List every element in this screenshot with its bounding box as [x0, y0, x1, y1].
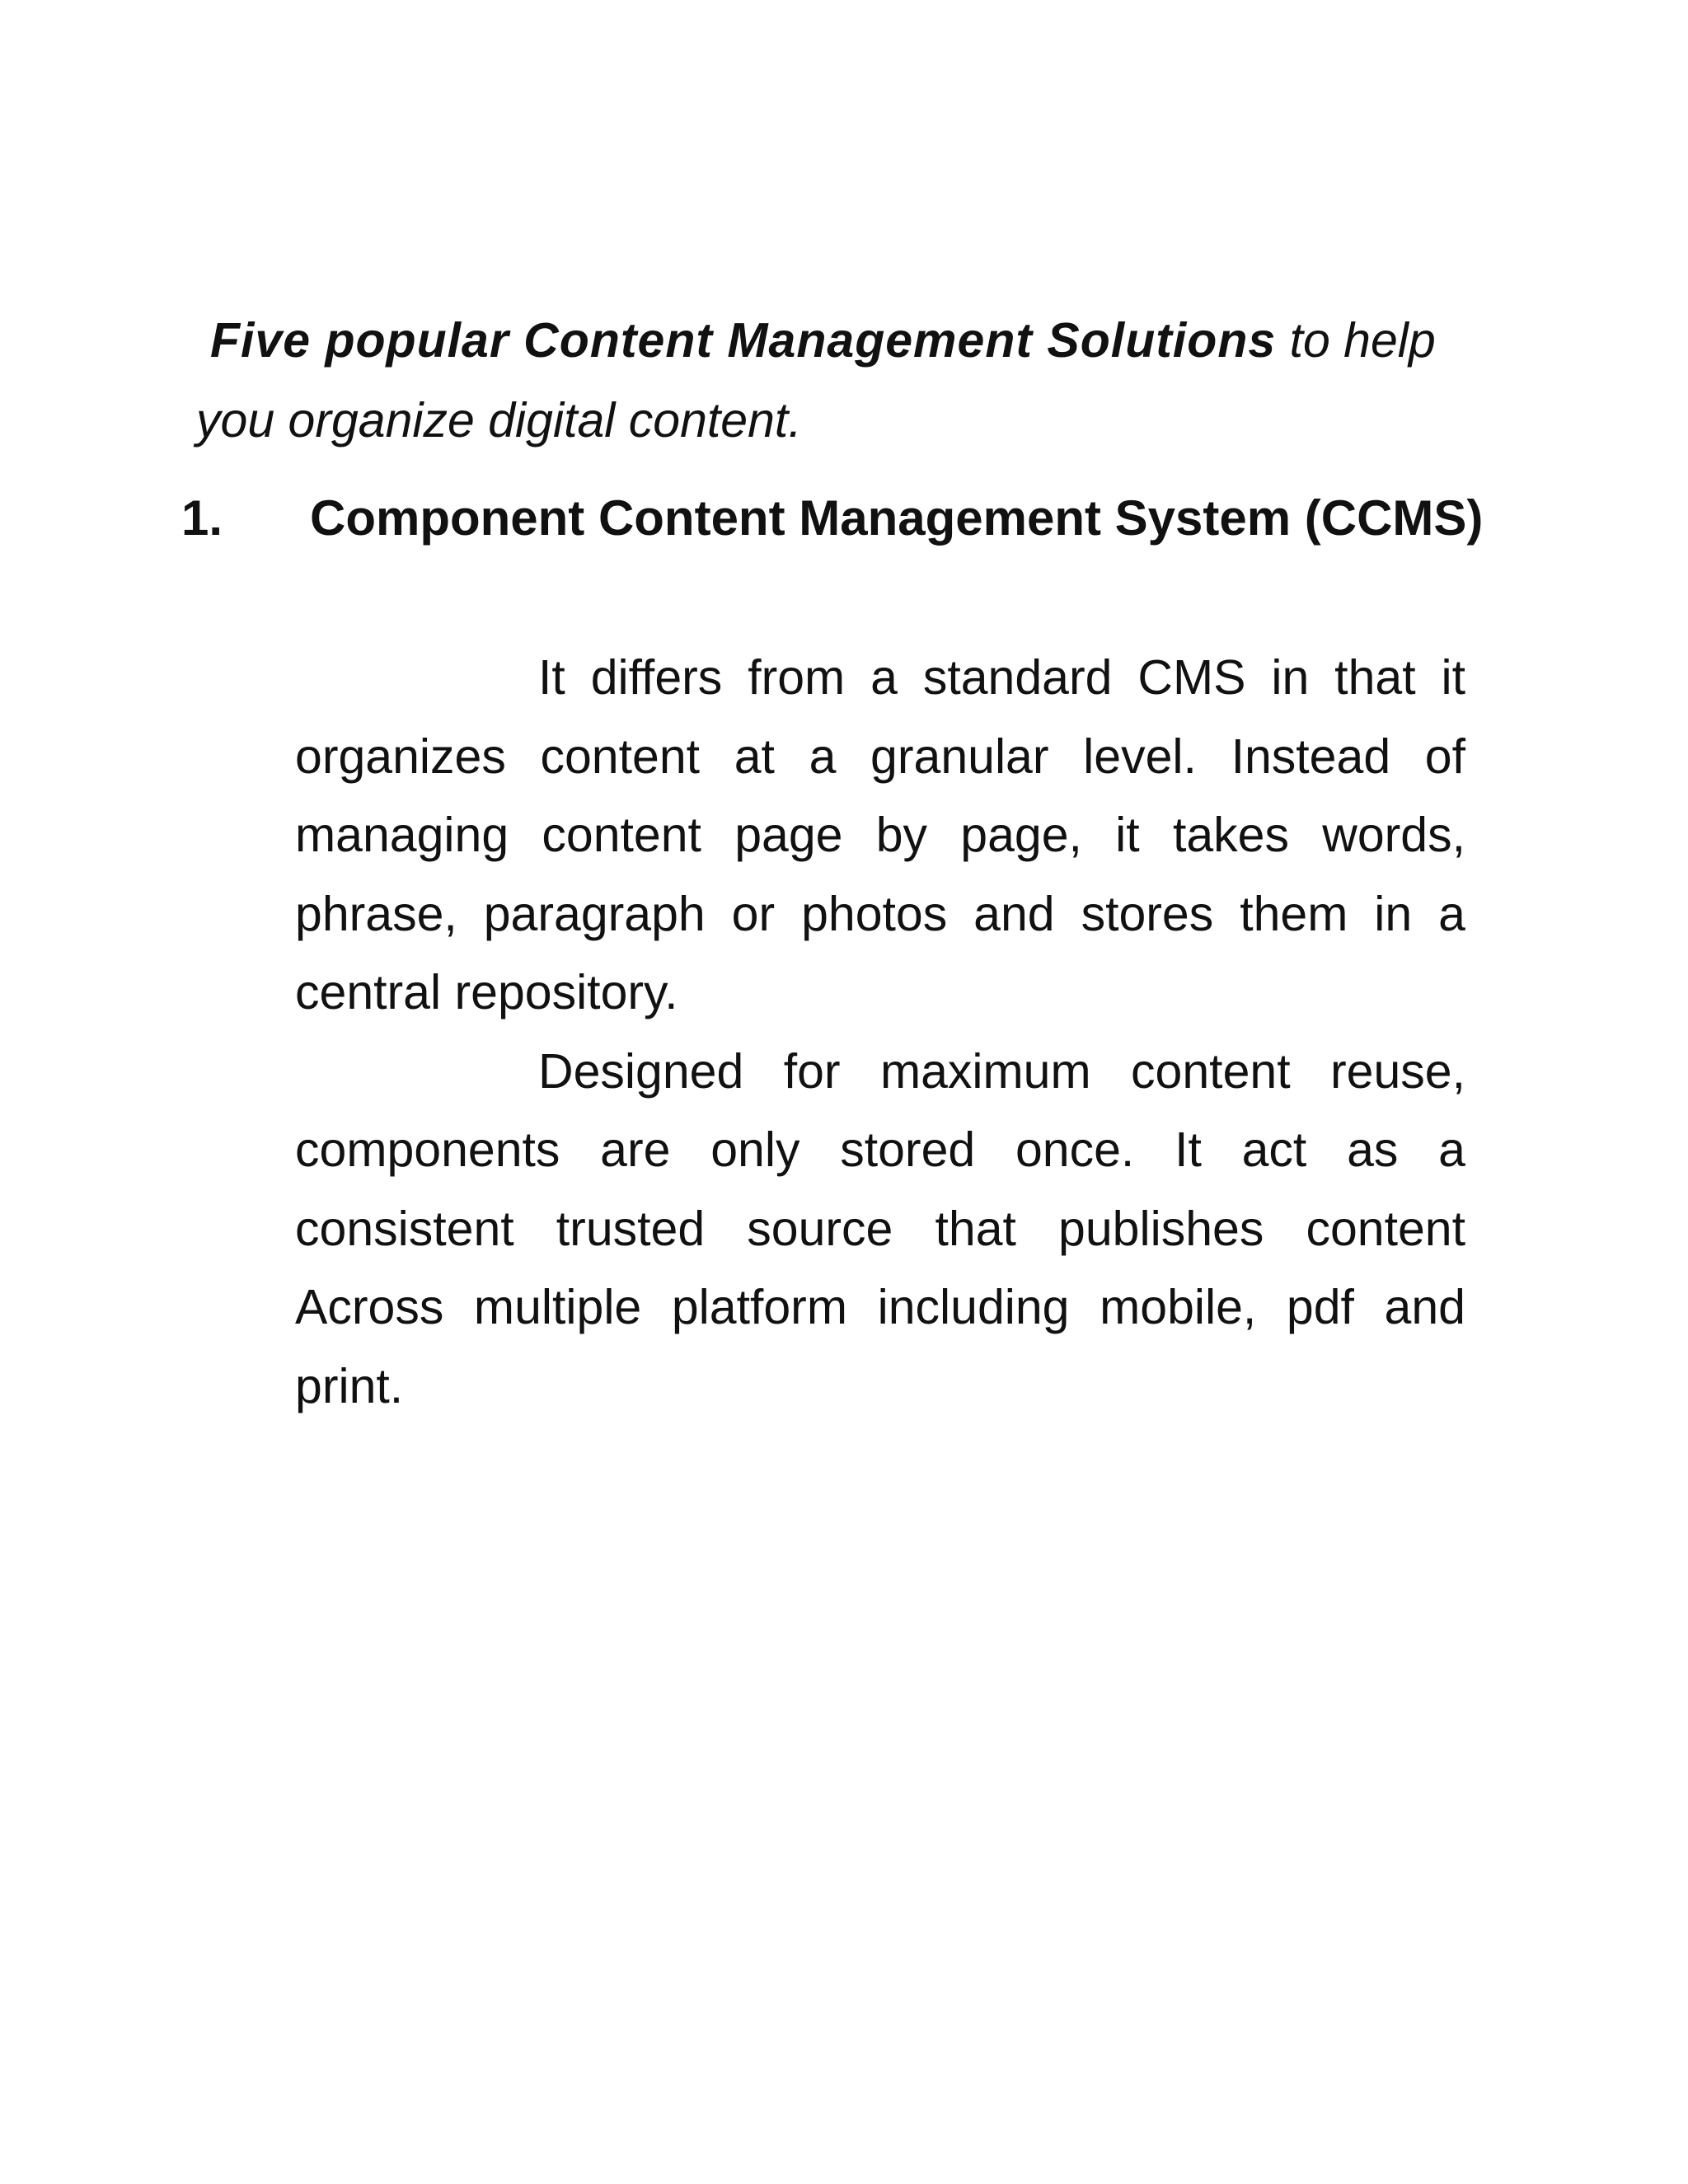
list-item-body [295, 639, 1465, 1426]
body-paragraph: It differs from a standard CMS in that it organizes content at a granular level. Instead of managing content page by page, it takes words, phrase, paragraph or photos and stores them in a central repository. [295, 650, 1465, 1019]
list-item-title: Component Content Management System (CCMS) [310, 490, 1484, 546]
intro-bold-text: Five popular Content Management Solutions [210, 313, 1277, 368]
intro-italic-text: to help you organize digital content. [196, 313, 1436, 448]
list-item-number: 1. [181, 490, 223, 546]
intro-sentence [196, 301, 1465, 461]
body-paragraph: Designed for maximum content reuse, components are only stored once. It act as a consistent trusted source that publishes content Across multiple platform including mobile, pdf and print. [295, 1043, 1465, 1413]
list-item-heading [181, 478, 1546, 559]
